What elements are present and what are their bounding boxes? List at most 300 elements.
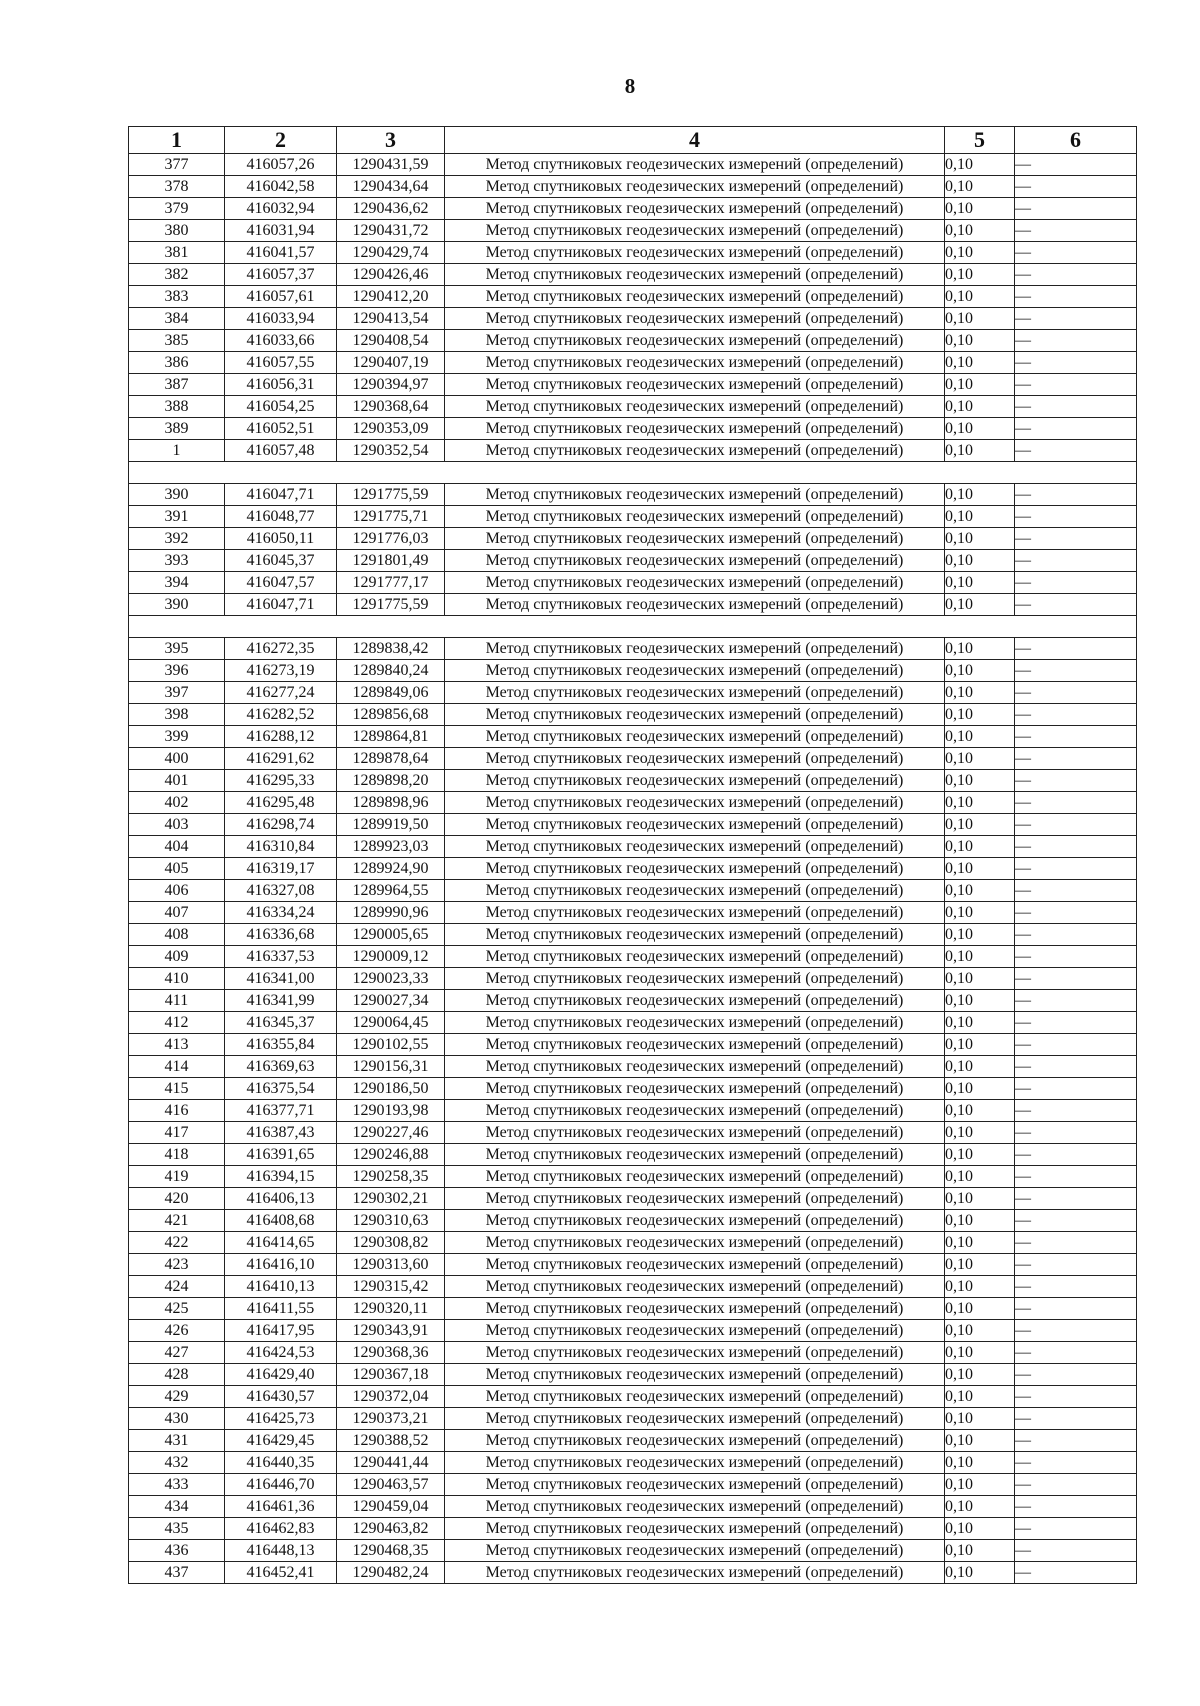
table-row: [129, 308, 1137, 330]
method-cell: Метод спутниковых геодезических измерений (определений): [445, 1452, 945, 1474]
point-number-cell: 400: [129, 748, 225, 770]
y-coordinate-cell: 1290302,21: [337, 1188, 445, 1210]
accuracy-cell: 0,10: [945, 858, 1015, 880]
y-coordinate-cell: 1290441,44: [337, 1452, 445, 1474]
point-number-cell: 382: [129, 264, 225, 286]
accuracy-cell: 0,10: [945, 572, 1015, 594]
note-cell: —: [1015, 286, 1137, 308]
note-cell: —: [1015, 1144, 1137, 1166]
x-coordinate-cell: 416057,37: [225, 264, 337, 286]
point-number-cell: 378: [129, 176, 225, 198]
note-cell: —: [1015, 1452, 1137, 1474]
y-coordinate-cell: 1290412,20: [337, 286, 445, 308]
note-cell: —: [1015, 726, 1137, 748]
x-coordinate-cell: 416375,54: [225, 1078, 337, 1100]
accuracy-cell: 0,10: [945, 924, 1015, 946]
header-row: [129, 127, 1137, 154]
note-cell: —: [1015, 1166, 1137, 1188]
note-cell: —: [1015, 660, 1137, 682]
note-cell: —: [1015, 242, 1137, 264]
x-coordinate-cell: 416440,35: [225, 1452, 337, 1474]
x-coordinate-cell: 416282,52: [225, 704, 337, 726]
method-cell: Метод спутниковых геодезических измерений (определений): [445, 484, 945, 506]
accuracy-cell: 0,10: [945, 836, 1015, 858]
table-row: [129, 1562, 1137, 1584]
method-cell: Метод спутниковых геодезических измерений (определений): [445, 858, 945, 880]
x-coordinate-cell: 416355,84: [225, 1034, 337, 1056]
x-coordinate-cell: 416327,08: [225, 880, 337, 902]
note-cell: —: [1015, 1188, 1137, 1210]
point-number-cell: 428: [129, 1364, 225, 1386]
point-number-cell: 404: [129, 836, 225, 858]
accuracy-cell: 0,10: [945, 990, 1015, 1012]
note-cell: —: [1015, 1122, 1137, 1144]
y-coordinate-cell: 1290388,52: [337, 1430, 445, 1452]
x-coordinate-cell: 416446,70: [225, 1474, 337, 1496]
x-coordinate-cell: 416045,37: [225, 550, 337, 572]
point-number-cell: 385: [129, 330, 225, 352]
x-coordinate-cell: 416406,13: [225, 1188, 337, 1210]
note-cell: —: [1015, 792, 1137, 814]
note-cell: —: [1015, 946, 1137, 968]
y-coordinate-cell: 1290064,45: [337, 1012, 445, 1034]
y-coordinate-cell: 1290394,97: [337, 374, 445, 396]
accuracy-cell: 0,10: [945, 968, 1015, 990]
x-coordinate-cell: 416448,13: [225, 1540, 337, 1562]
table-row: [129, 1518, 1137, 1540]
method-cell: Метод спутниковых геодезических измерений (определений): [445, 506, 945, 528]
table-row: [129, 1122, 1137, 1144]
accuracy-cell: 0,10: [945, 638, 1015, 660]
y-coordinate-cell: 1289864,81: [337, 726, 445, 748]
accuracy-cell: 0,10: [945, 1254, 1015, 1276]
y-coordinate-cell: 1290156,31: [337, 1056, 445, 1078]
table-row: [129, 176, 1137, 198]
y-coordinate-cell: 1289878,64: [337, 748, 445, 770]
y-coordinate-cell: 1290426,46: [337, 264, 445, 286]
table-row: [129, 220, 1137, 242]
table-row: [129, 572, 1137, 594]
method-cell: Метод спутниковых геодезических измерений (определений): [445, 1518, 945, 1540]
point-number-cell: 427: [129, 1342, 225, 1364]
accuracy-cell: 0,10: [945, 286, 1015, 308]
note-cell: —: [1015, 330, 1137, 352]
accuracy-cell: 0,10: [945, 1342, 1015, 1364]
point-number-cell: 395: [129, 638, 225, 660]
y-coordinate-cell: 1289856,68: [337, 704, 445, 726]
accuracy-cell: 0,10: [945, 1166, 1015, 1188]
method-cell: Метод спутниковых геодезических измерений (определений): [445, 814, 945, 836]
accuracy-cell: 0,10: [945, 352, 1015, 374]
table-row: [129, 1320, 1137, 1342]
table-row: [129, 726, 1137, 748]
x-coordinate-cell: 416056,31: [225, 374, 337, 396]
method-cell: Метод спутниковых геодезических измерений (определений): [445, 1166, 945, 1188]
note-cell: —: [1015, 220, 1137, 242]
note-cell: —: [1015, 1386, 1137, 1408]
method-cell: Метод спутниковых геодезических измерений (определений): [445, 242, 945, 264]
y-coordinate-cell: 1290431,59: [337, 154, 445, 176]
point-number-cell: 392: [129, 528, 225, 550]
x-coordinate-cell: 416057,48: [225, 440, 337, 462]
note-cell: —: [1015, 1496, 1137, 1518]
y-coordinate-cell: 1290434,64: [337, 176, 445, 198]
table-row: [129, 1298, 1137, 1320]
note-cell: —: [1015, 1430, 1137, 1452]
table-row: [129, 440, 1137, 462]
point-number-cell: 431: [129, 1430, 225, 1452]
y-coordinate-cell: 1290463,57: [337, 1474, 445, 1496]
note-cell: —: [1015, 638, 1137, 660]
accuracy-cell: 0,10: [945, 1210, 1015, 1232]
y-coordinate-cell: 1290482,24: [337, 1562, 445, 1584]
accuracy-cell: 0,10: [945, 902, 1015, 924]
point-number-cell: 386: [129, 352, 225, 374]
point-number-cell: 416: [129, 1100, 225, 1122]
note-cell: —: [1015, 1320, 1137, 1342]
x-coordinate-cell: 416032,94: [225, 198, 337, 220]
note-cell: —: [1015, 1518, 1137, 1540]
x-coordinate-cell: 416430,57: [225, 1386, 337, 1408]
table-row: [129, 1452, 1137, 1474]
accuracy-cell: 0,10: [945, 594, 1015, 616]
table-row: [129, 1144, 1137, 1166]
x-coordinate-cell: 416345,37: [225, 1012, 337, 1034]
accuracy-cell: 0,10: [945, 1298, 1015, 1320]
point-number-cell: 433: [129, 1474, 225, 1496]
note-cell: —: [1015, 1342, 1137, 1364]
note-cell: —: [1015, 836, 1137, 858]
note-cell: —: [1015, 1232, 1137, 1254]
method-cell: Метод спутниковых геодезических измерений (определений): [445, 396, 945, 418]
accuracy-cell: 0,10: [945, 1452, 1015, 1474]
note-cell: —: [1015, 264, 1137, 286]
y-coordinate-cell: 1289838,42: [337, 638, 445, 660]
note-cell: —: [1015, 418, 1137, 440]
accuracy-cell: 0,10: [945, 1386, 1015, 1408]
method-cell: Метод спутниковых геодезических измерений (определений): [445, 1320, 945, 1342]
x-coordinate-cell: 416394,15: [225, 1166, 337, 1188]
x-coordinate-cell: 416429,45: [225, 1430, 337, 1452]
y-coordinate-cell: 1291775,59: [337, 594, 445, 616]
x-coordinate-cell: 416310,84: [225, 836, 337, 858]
point-number-cell: 1: [129, 440, 225, 462]
x-coordinate-cell: 416461,36: [225, 1496, 337, 1518]
y-coordinate-cell: 1290315,42: [337, 1276, 445, 1298]
accuracy-cell: 0,10: [945, 1408, 1015, 1430]
y-coordinate-cell: 1290320,11: [337, 1298, 445, 1320]
x-coordinate-cell: 416424,53: [225, 1342, 337, 1364]
note-cell: —: [1015, 594, 1137, 616]
point-number-cell: 413: [129, 1034, 225, 1056]
accuracy-cell: 0,10: [945, 330, 1015, 352]
note-cell: —: [1015, 154, 1137, 176]
table-row: [129, 638, 1137, 660]
accuracy-cell: 0,10: [945, 198, 1015, 220]
table-row: [129, 1474, 1137, 1496]
accuracy-cell: 0,10: [945, 748, 1015, 770]
accuracy-cell: 0,10: [945, 506, 1015, 528]
method-cell: Метод спутниковых геодезических измерений (определений): [445, 1364, 945, 1386]
method-cell: Метод спутниковых геодезических измерений (определений): [445, 1188, 945, 1210]
table-row: [129, 1276, 1137, 1298]
y-coordinate-cell: 1290227,46: [337, 1122, 445, 1144]
point-number-cell: 410: [129, 968, 225, 990]
method-cell: Метод спутниковых геодезических измерений (определений): [445, 176, 945, 198]
point-number-cell: 424: [129, 1276, 225, 1298]
coordinates-table: [128, 126, 1137, 1584]
accuracy-cell: 0,10: [945, 660, 1015, 682]
table-row: [129, 1056, 1137, 1078]
note-cell: —: [1015, 396, 1137, 418]
point-number-cell: 390: [129, 594, 225, 616]
note-cell: —: [1015, 1276, 1137, 1298]
accuracy-cell: 0,10: [945, 880, 1015, 902]
table-row: [129, 770, 1137, 792]
accuracy-cell: 0,10: [945, 1122, 1015, 1144]
y-coordinate-cell: 1289990,96: [337, 902, 445, 924]
table-row: [129, 286, 1137, 308]
method-cell: Метод спутниковых геодезических измерений (определений): [445, 264, 945, 286]
note-cell: —: [1015, 308, 1137, 330]
point-number-cell: 409: [129, 946, 225, 968]
table-row: [129, 484, 1137, 506]
x-coordinate-cell: 416336,68: [225, 924, 337, 946]
x-coordinate-cell: 416429,40: [225, 1364, 337, 1386]
accuracy-cell: 0,10: [945, 1056, 1015, 1078]
accuracy-cell: 0,10: [945, 1496, 1015, 1518]
table-row: [129, 352, 1137, 374]
table-row: [129, 1430, 1137, 1452]
x-coordinate-cell: 416416,10: [225, 1254, 337, 1276]
x-coordinate-cell: 416057,61: [225, 286, 337, 308]
method-cell: Метод спутниковых геодезических измерений (определений): [445, 440, 945, 462]
x-coordinate-cell: 416288,12: [225, 726, 337, 748]
y-coordinate-cell: 1290468,35: [337, 1540, 445, 1562]
method-cell: Метод спутниковых геодезических измерений (определений): [445, 1386, 945, 1408]
method-cell: Метод спутниковых геодезических измерений (определений): [445, 880, 945, 902]
accuracy-cell: 0,10: [945, 308, 1015, 330]
point-number-cell: 379: [129, 198, 225, 220]
table-row: [129, 682, 1137, 704]
point-number-cell: 435: [129, 1518, 225, 1540]
method-cell: Метод спутниковых геодезических измерений (определений): [445, 550, 945, 572]
accuracy-cell: 0,10: [945, 1144, 1015, 1166]
method-cell: Метод спутниковых геодезических измерений (определений): [445, 572, 945, 594]
accuracy-cell: 0,10: [945, 440, 1015, 462]
point-number-cell: 405: [129, 858, 225, 880]
accuracy-cell: 0,10: [945, 484, 1015, 506]
point-number-cell: 380: [129, 220, 225, 242]
point-number-cell: 377: [129, 154, 225, 176]
y-coordinate-cell: 1291801,49: [337, 550, 445, 572]
point-number-cell: 414: [129, 1056, 225, 1078]
y-coordinate-cell: 1290373,21: [337, 1408, 445, 1430]
x-coordinate-cell: 416391,65: [225, 1144, 337, 1166]
note-cell: —: [1015, 924, 1137, 946]
method-cell: Метод спутниковых геодезических измерений (определений): [445, 374, 945, 396]
table-row: [129, 506, 1137, 528]
point-number-cell: 381: [129, 242, 225, 264]
note-cell: —: [1015, 1210, 1137, 1232]
note-cell: —: [1015, 902, 1137, 924]
header-col-3: 3: [337, 127, 445, 154]
y-coordinate-cell: 1289919,50: [337, 814, 445, 836]
accuracy-cell: 0,10: [945, 1078, 1015, 1100]
point-number-cell: 383: [129, 286, 225, 308]
page-number: 8: [624, 74, 636, 98]
method-cell: Метод спутниковых геодезических измерений (определений): [445, 770, 945, 792]
y-coordinate-cell: 1290353,09: [337, 418, 445, 440]
note-cell: —: [1015, 1474, 1137, 1496]
note-cell: —: [1015, 572, 1137, 594]
x-coordinate-cell: 416414,65: [225, 1232, 337, 1254]
point-number-cell: 391: [129, 506, 225, 528]
note-cell: —: [1015, 1540, 1137, 1562]
method-cell: Метод спутниковых геодезических измерений (определений): [445, 990, 945, 1012]
header-col-1: 1: [129, 127, 225, 154]
y-coordinate-cell: 1290009,12: [337, 946, 445, 968]
x-coordinate-cell: 416057,55: [225, 352, 337, 374]
method-cell: Метод спутниковых геодезических измерений (определений): [445, 1034, 945, 1056]
method-cell: Метод спутниковых геодезических измерений (определений): [445, 1342, 945, 1364]
x-coordinate-cell: 416047,71: [225, 594, 337, 616]
accuracy-cell: 0,10: [945, 1320, 1015, 1342]
x-coordinate-cell: 416033,94: [225, 308, 337, 330]
y-coordinate-cell: 1290368,36: [337, 1342, 445, 1364]
method-cell: Метод спутниковых геодезических измерений (определений): [445, 1408, 945, 1430]
x-coordinate-cell: 416411,55: [225, 1298, 337, 1320]
method-cell: Метод спутниковых геодезических измерений (определений): [445, 1232, 945, 1254]
note-cell: —: [1015, 990, 1137, 1012]
method-cell: Метод спутниковых геодезических измерений (определений): [445, 330, 945, 352]
accuracy-cell: 0,10: [945, 704, 1015, 726]
block-separator-row: [129, 616, 1137, 638]
y-coordinate-cell: 1290308,82: [337, 1232, 445, 1254]
method-cell: Метод спутниковых геодезических измерений (определений): [445, 1254, 945, 1276]
y-coordinate-cell: 1290005,65: [337, 924, 445, 946]
point-number-cell: 420: [129, 1188, 225, 1210]
x-coordinate-cell: 416417,95: [225, 1320, 337, 1342]
note-cell: —: [1015, 770, 1137, 792]
x-coordinate-cell: 416048,77: [225, 506, 337, 528]
x-coordinate-cell: 416273,19: [225, 660, 337, 682]
table-row: [129, 748, 1137, 770]
point-number-cell: 411: [129, 990, 225, 1012]
method-cell: Метод спутниковых геодезических измерений (определений): [445, 726, 945, 748]
y-coordinate-cell: 1290193,98: [337, 1100, 445, 1122]
point-number-cell: 417: [129, 1122, 225, 1144]
accuracy-cell: 0,10: [945, 1518, 1015, 1540]
table-row: [129, 968, 1137, 990]
x-coordinate-cell: 416291,62: [225, 748, 337, 770]
y-coordinate-cell: 1289849,06: [337, 682, 445, 704]
accuracy-cell: 0,10: [945, 176, 1015, 198]
point-number-cell: 432: [129, 1452, 225, 1474]
accuracy-cell: 0,10: [945, 682, 1015, 704]
y-coordinate-cell: 1290407,19: [337, 352, 445, 374]
y-coordinate-cell: 1290352,54: [337, 440, 445, 462]
point-number-cell: 412: [129, 1012, 225, 1034]
separator-cell: [129, 462, 1137, 484]
method-cell: Метод спутниковых геодезических измерений (определений): [445, 660, 945, 682]
accuracy-cell: 0,10: [945, 1430, 1015, 1452]
point-number-cell: 425: [129, 1298, 225, 1320]
y-coordinate-cell: 1290429,74: [337, 242, 445, 264]
y-coordinate-cell: 1290459,04: [337, 1496, 445, 1518]
note-cell: —: [1015, 1056, 1137, 1078]
point-number-cell: 437: [129, 1562, 225, 1584]
x-coordinate-cell: 416408,68: [225, 1210, 337, 1232]
point-number-cell: 415: [129, 1078, 225, 1100]
y-coordinate-cell: 1290246,88: [337, 1144, 445, 1166]
table-row: [129, 1496, 1137, 1518]
note-cell: —: [1015, 858, 1137, 880]
accuracy-cell: 0,10: [945, 1188, 1015, 1210]
point-number-cell: 422: [129, 1232, 225, 1254]
y-coordinate-cell: 1290186,50: [337, 1078, 445, 1100]
method-cell: Метод спутниковых геодезических измерений (определений): [445, 1496, 945, 1518]
header-col-2: 2: [225, 127, 337, 154]
header-col-4: 4: [445, 127, 945, 154]
table-body: [129, 154, 1137, 1584]
x-coordinate-cell: 416277,24: [225, 682, 337, 704]
method-cell: Метод спутниковых геодезических измерений (определений): [445, 968, 945, 990]
y-coordinate-cell: 1290313,60: [337, 1254, 445, 1276]
method-cell: Метод спутниковых геодезических измерений (определений): [445, 704, 945, 726]
y-coordinate-cell: 1289840,24: [337, 660, 445, 682]
method-cell: Метод спутниковых геодезических измерений (определений): [445, 748, 945, 770]
method-cell: Метод спутниковых геодезических измерений (определений): [445, 924, 945, 946]
note-cell: —: [1015, 440, 1137, 462]
method-cell: Метод спутниковых геодезических измерений (определений): [445, 1144, 945, 1166]
point-number-cell: 419: [129, 1166, 225, 1188]
y-coordinate-cell: 1289923,03: [337, 836, 445, 858]
x-coordinate-cell: 416425,73: [225, 1408, 337, 1430]
accuracy-cell: 0,10: [945, 1012, 1015, 1034]
y-coordinate-cell: 1289964,55: [337, 880, 445, 902]
y-coordinate-cell: 1291777,17: [337, 572, 445, 594]
note-cell: —: [1015, 1298, 1137, 1320]
x-coordinate-cell: 416047,71: [225, 484, 337, 506]
table-row: [129, 858, 1137, 880]
x-coordinate-cell: 416033,66: [225, 330, 337, 352]
x-coordinate-cell: 416462,83: [225, 1518, 337, 1540]
note-cell: —: [1015, 484, 1137, 506]
note-cell: —: [1015, 1078, 1137, 1100]
table-row: [129, 792, 1137, 814]
note-cell: —: [1015, 704, 1137, 726]
table-row: [129, 1364, 1137, 1386]
x-coordinate-cell: 416041,57: [225, 242, 337, 264]
method-cell: Метод спутниковых геодезических измерений (определений): [445, 792, 945, 814]
table-row: [129, 1386, 1137, 1408]
method-cell: Метод спутниковых геодезических измерений (определений): [445, 682, 945, 704]
method-cell: Метод спутниковых геодезических измерений (определений): [445, 946, 945, 968]
accuracy-cell: 0,10: [945, 374, 1015, 396]
x-coordinate-cell: 416369,63: [225, 1056, 337, 1078]
method-cell: Метод спутниковых геодезических измерений (определений): [445, 1276, 945, 1298]
note-cell: —: [1015, 1100, 1137, 1122]
separator-cell: [129, 616, 1137, 638]
method-cell: Метод спутниковых геодезических измерений (определений): [445, 1430, 945, 1452]
point-number-cell: 399: [129, 726, 225, 748]
y-coordinate-cell: 1290310,63: [337, 1210, 445, 1232]
note-cell: —: [1015, 374, 1137, 396]
header-col-6: 6: [1015, 127, 1137, 154]
note-cell: —: [1015, 198, 1137, 220]
method-cell: Метод спутниковых геодезических измерений (определений): [445, 220, 945, 242]
